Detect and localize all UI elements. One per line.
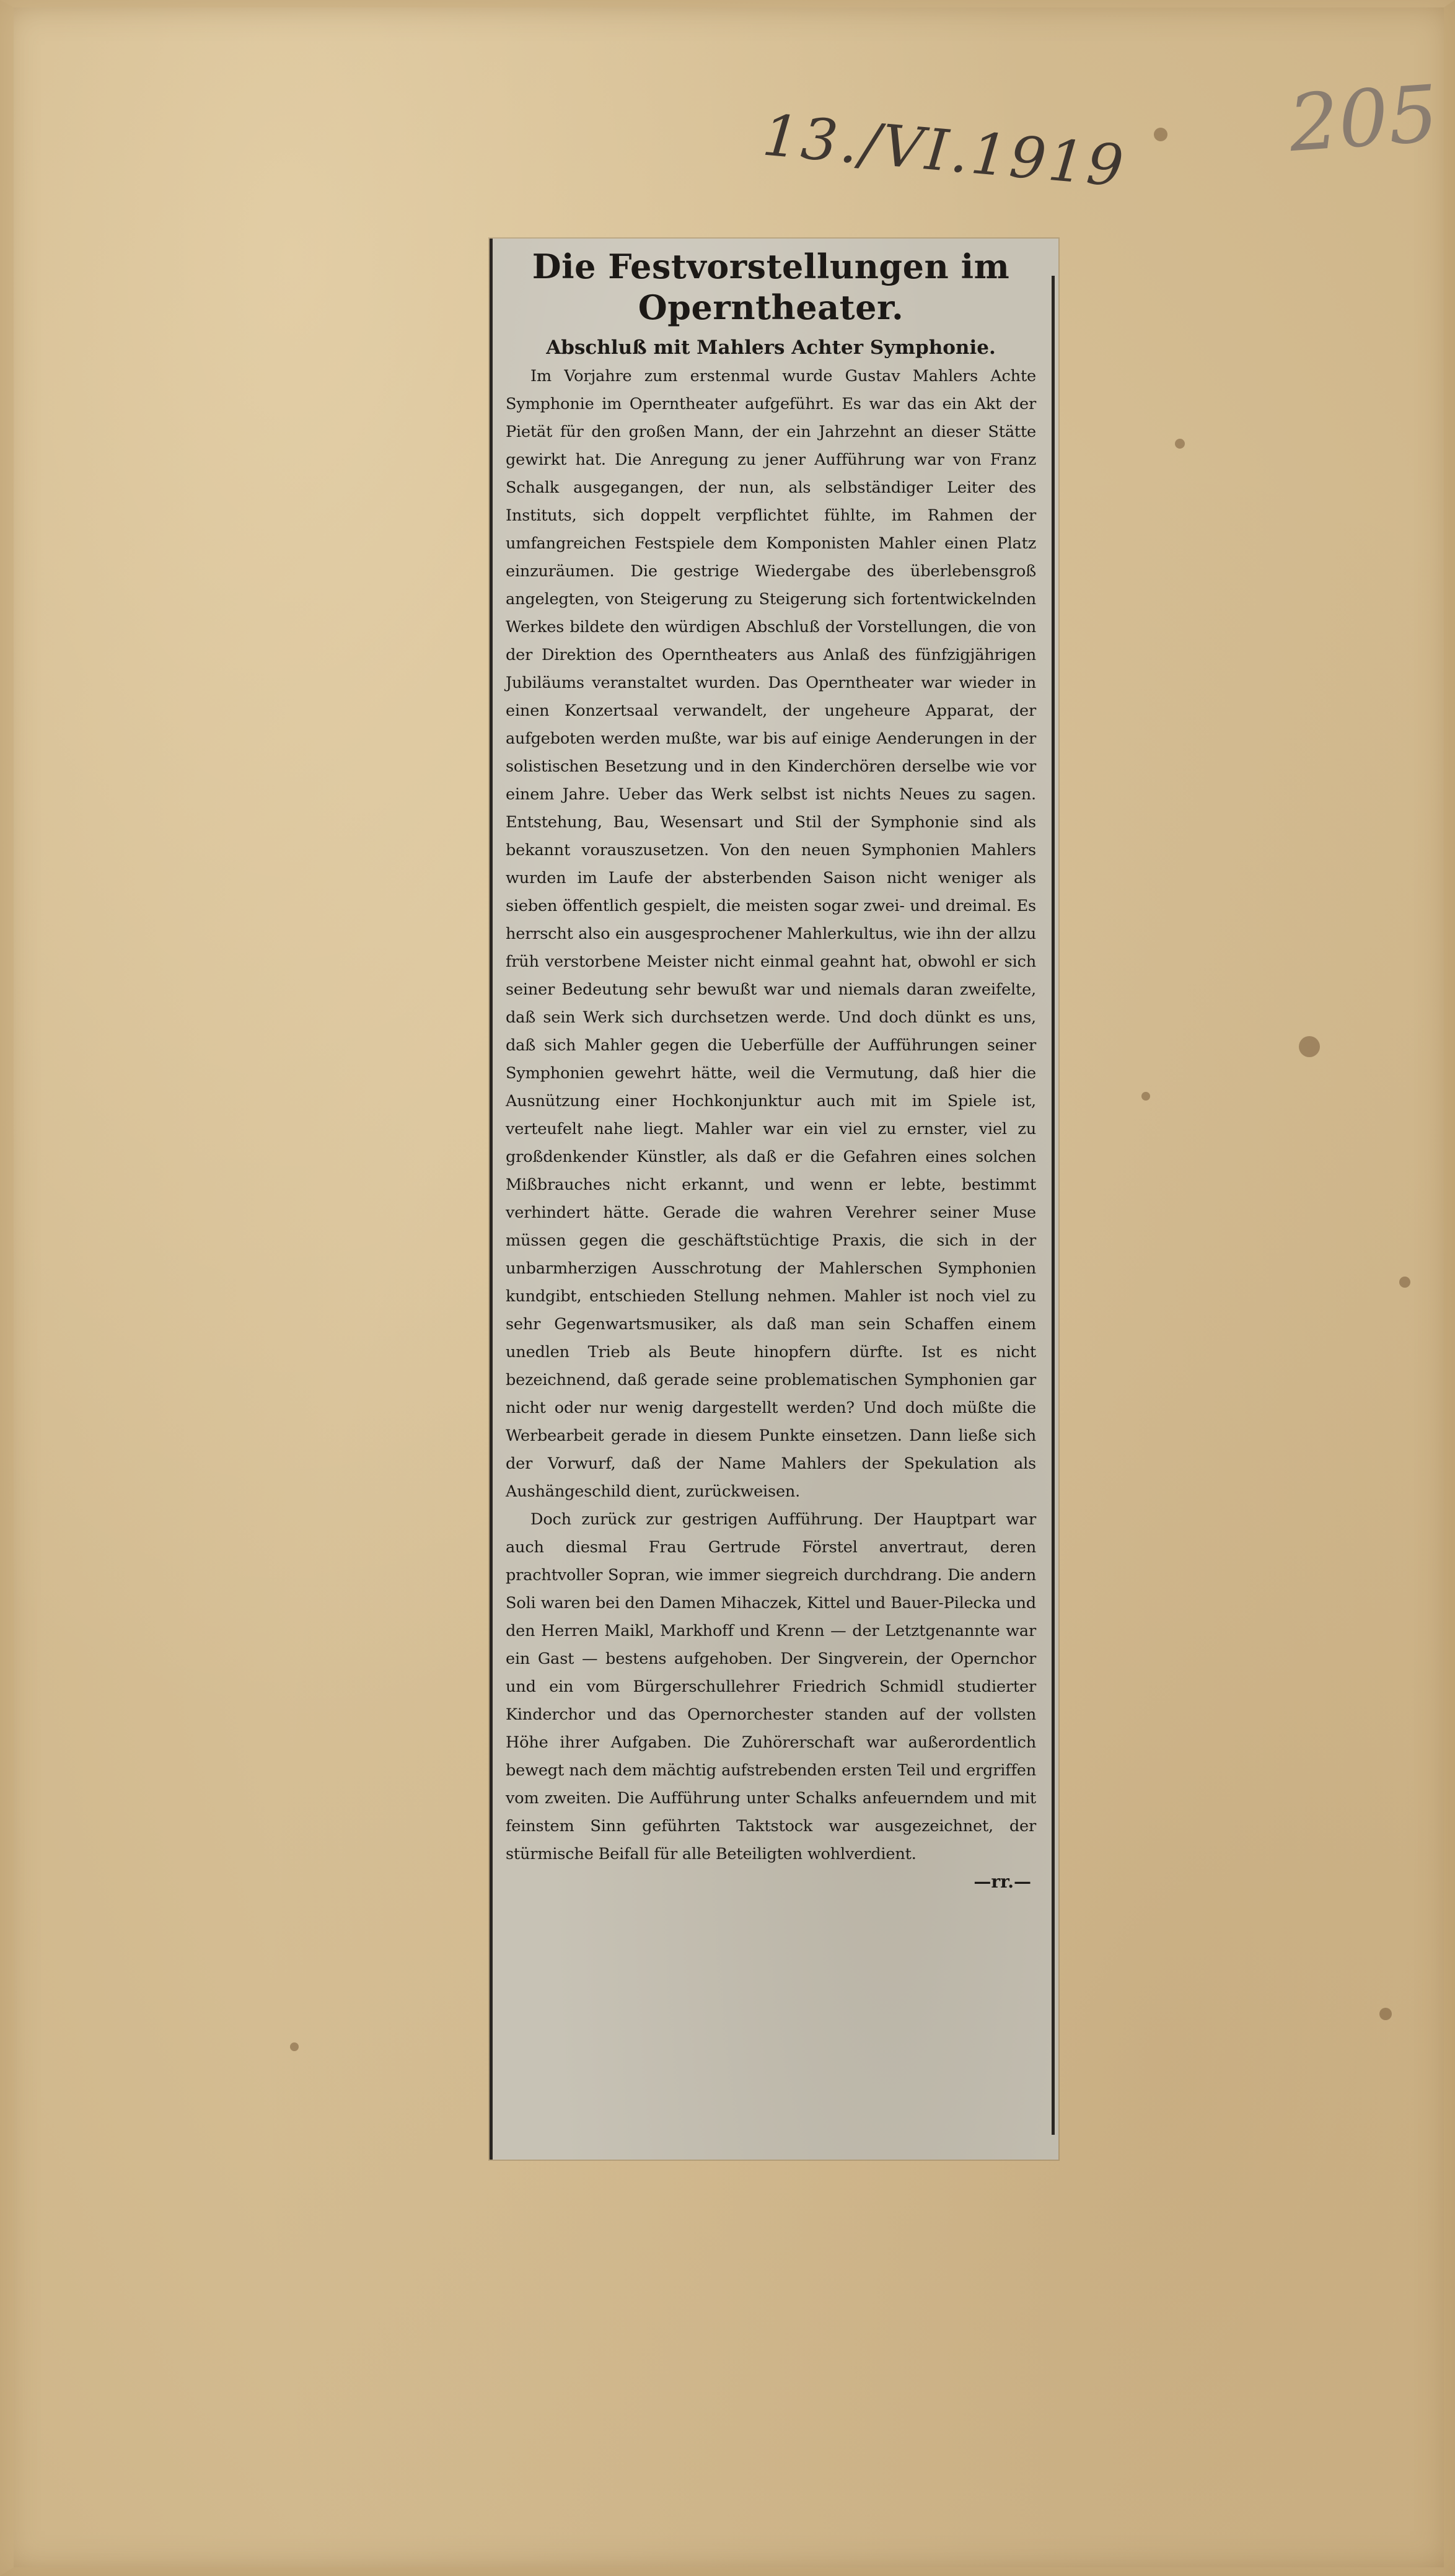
newspaper-clipping: [490, 239, 1058, 2160]
paper-stain: [1154, 128, 1167, 141]
handwritten-page-number: 205: [1286, 68, 1441, 170]
paper-stain: [1141, 1092, 1150, 1101]
paper-stain: [290, 2042, 299, 2051]
paper-stain: [1379, 2008, 1392, 2020]
article-signature: —rr.—: [974, 1871, 1031, 1892]
paper-stain: [1299, 1036, 1320, 1057]
article-paragraph: Im Vorjahre zum erstenmal wurde Gustav Mahlers Achte Symphonie im Operntheater aufgeführt. Es war das ein Akt der Pietät für den großen Mann, der ein Jahrzehnt an dieser Stätte gewirkt hat. Die Anregung zu jener Aufführung war von Franz Schalk ausgegangen, der nun, als selbständiger Leiter des Instituts, sich doppelt verpflichtet fühlte, im Rahmen der umfangreichen Festspiele dem Komponisten Mahler einen Platz einzuräumen. Die gestrige Wiedergabe des überlebensgroß angelegten, von Steigerung zu Steigerung sich fortentwickelnden Werkes bildete den würdigen Abschluß der Vorstellungen, die von der Direktion des Operntheaters aus Anlaß des fünfzigjährigen Jubiläums veranstaltet wurden. Das Operntheater war wieder in einen Konzertsaal verwandelt, der ungeheure Apparat, der aufgeboten werden mußte, war bis auf einige Aenderungen in der solistischen Besetzung und in den Kinderchören derselbe wie vor einem Jahre. Ueber das Werk selbst ist nichts Neues zu sagen. Entstehung, Bau, Wesensart und Stil der Symphonie sind als bekannt vorauszusetzen. Von den neuen Symphonien Mahlers wurden im Laufe der absterbenden Saison nicht weniger als sieben öffentlich gespielt, die meisten sogar zwei- und dreimal. Es herrscht also ein ausgesprochener Mahlerkultus, wie ihn der allzu früh verstorbene Meister nicht einmal geahnt hat, obwohl er sich seiner Bedeutung sehr bewußt war und niemals daran zweifelte, daß sein Werk sich durchsetzen werde. Und doch dünkt es uns, daß sich Mahler gegen die Ueberfülle der Aufführungen seiner Symphonien gewehrt hätte, weil die Vermutung, daß hier die Ausnützung einer Hochkonjunktur auch mit im Spiele ist, verteufelt nahe liegt. Mahler war ein viel zu ernster, viel zu großdenkender Künstler, als daß er die Gefahren eines solchen Mißbrauches nicht erkannt, und wenn er lebte, bestimmt verhindert hätte. Gerade die wahren Verehrer seiner Muse müssen gegen die geschäftstüchtige Praxis, die sich in der unbarmherzigen Ausschrotung der Mahlerschen Symphonien kundgibt, entschieden Stellung nehmen. Mahler ist noch viel zu sehr Gegenwartsmusiker, als daß man sein Schaffen einem unedlen Trieb als Beute hinopfern dürfte. Ist es nicht bezeichnend, daß gerade seine problematischen Symphonien gar nicht oder nur wenig dargestellt werden? Und doch müßte die Werbearbeit gerade in diesem Punkte einsetzen. Dann ließe sich der Vorwurf, daß der Name Mahlers der Spekulation als Aushängeschild dient, zurückweisen.: [506, 367, 1036, 1501]
article-subheadline: Abschluß mit Mahlers Achter Symphonie.: [546, 336, 996, 359]
paper-stain: [1399, 1277, 1410, 1288]
article-headline: Die Festvorstellungen im Operntheater.: [532, 247, 1010, 327]
column-rule-right: [1052, 276, 1055, 2135]
column-rule-left: [490, 239, 493, 2160]
paper-stain: [1175, 439, 1185, 449]
article-paragraph: Doch zurück zur gestrigen Aufführung. Der Hauptpart war auch diesmal Frau Gertrude Förstel anvertraut, deren prachtvoller Sopran, wie immer siegreich durchdrang. Die andern Soli waren bei den Damen Mihaczek, Kittel und Bauer-Pilecka und den Herren Maikl, Markhoff und Krenn — der Letztgenannte war ein Gast — bestens aufgehoben. Der Singverein, der Opernchor und ein vom Bürgerschullehrer Friedrich Schmidl studierter Kinderchor und das Opernorchester standen auf der vollsten Höhe ihrer Aufgaben. Die Zuhörerschaft war außerordentlich bewegt nach dem mächtig aufstrebenden ersten Teil und ergriffen vom zweiten. Die Aufführung unter Schalks anfeuerndem und mit feinstem Sinn geführten Taktstock war ausgezeichnet, der stürmische Beifall für alle Beteiligten wohlverdient.: [506, 1510, 1036, 1863]
handwritten-date: 13./VI.1919: [760, 102, 1129, 200]
article: [506, 239, 1036, 2160]
